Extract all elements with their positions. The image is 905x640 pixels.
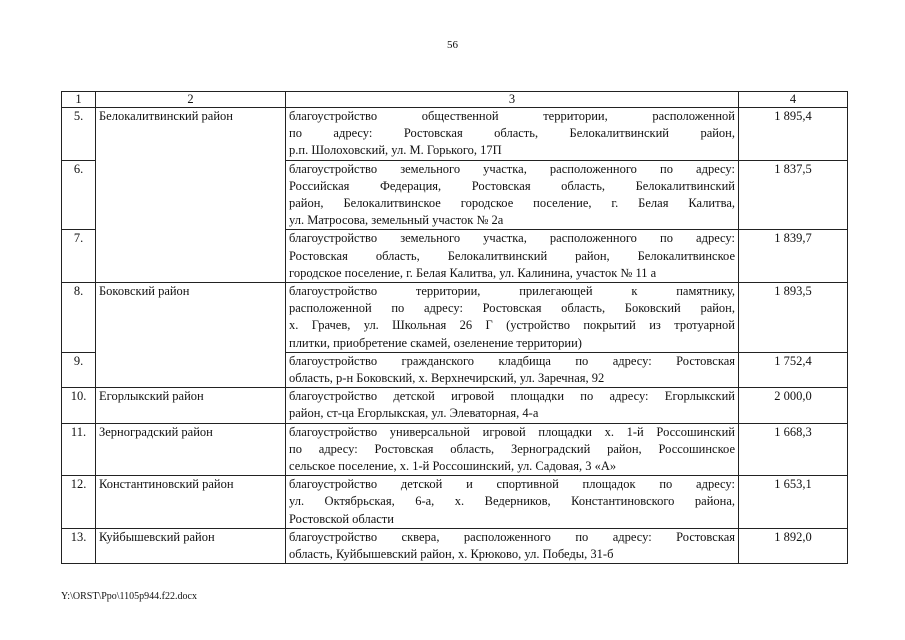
budget-table [61,91,848,564]
description-line: ул. Матросова, земельный участок № 2а [289,213,504,228]
description-line: х. Грачев, ул. Школьная 26 Г (устройство покрытий из тротуарной [289,318,735,333]
project-description [286,108,739,161]
row-number: 13. [62,528,96,563]
project-description [286,352,739,387]
description-line: благоустройство универсальной игровой площадки х. 1-й Россошинский [289,424,735,439]
row-number: 9. [62,352,96,387]
row-number: 6. [62,160,96,230]
district-name: Белокалитвинский район [96,108,286,283]
district-name: Константиновский район [96,476,286,529]
amount: 1 839,7 [739,230,848,283]
description-line: расположенной по адресу: Ростовская область, Боковский район, [289,301,735,316]
description-line: благоустройство территории, прилегающей к памятнику, [289,284,735,299]
amount: 1 668,3 [739,423,848,476]
project-description [286,528,739,563]
description-line: Российская Федерация, Ростовская область, Белокалитвинский [289,178,735,193]
description-line: благоустройство сквера, расположенного по адресу: Ростовская [289,529,735,544]
header-cell-2: 2 [96,92,286,108]
project-description [286,283,739,353]
row-number: 7. [62,230,96,283]
amount: 2 000,0 [739,388,848,423]
description-line: благоустройство земельного участка, расположенного по адресу: [289,231,735,246]
description-line: область, р-н Боковский, х. Верхнечирский, ул. Заречная, 92 [289,371,605,386]
table-row [62,283,848,353]
header-row [62,92,848,108]
row-number: 8. [62,283,96,353]
amount: 1 653,1 [739,476,848,529]
description-line: область, Куйбышевский район, х. Крюково, ул. Победы, 31-б [289,547,614,562]
table-row [62,388,848,423]
amount: 1 837,5 [739,160,848,230]
description-line: благоустройство детской и спортивной площадок по адресу: [289,477,735,492]
project-description [286,423,739,476]
page-number: 56 [447,39,458,51]
row-number: 11. [62,423,96,476]
header-cell-1: 1 [62,92,96,108]
table-row [62,528,848,563]
table-row [62,423,848,476]
district-name: Егорлыкский район [96,388,286,423]
row-number: 12. [62,476,96,529]
description-line: Ростовской области [289,511,394,526]
description-line: Ростовская область, Белокалитвинский район, Белокалитвинское [289,248,735,263]
description-line: по адресу: Ростовская область, Зерноградский район, Россошинское [289,441,735,456]
table-row [62,476,848,529]
district-name: Зерноградский район [96,423,286,476]
description-line: район, ст-ца Егорлыкская, ул. Элеваторная, 4-а [289,406,539,421]
header-cell-4: 4 [739,92,848,108]
description-line: городское поселение, г. Белая Калитва, ул. Калинина, участок № 11 а [289,265,657,280]
description-line: плитки, приобретение скамей, озеленение территории) [289,335,582,350]
project-description [286,388,739,423]
description-line: благоустройство общественной территории, расположенной [289,109,735,123]
amount: 1 752,4 [739,352,848,387]
district-name: Боковский район [96,283,286,388]
description-line: благоустройство детской игровой площадки по адресу: Егорлыкский [289,389,735,404]
description-line: р.п. Шолоховский, ул. М. Горького, 17П [289,143,502,158]
project-description [286,476,739,529]
file-path-footer: Y:\ORST\Ppo\1105p944.f22.docx [61,591,197,602]
description-line: район, Белокалитвинское городское поселение, г. Белая Калитва, [289,196,735,211]
amount: 1 892,0 [739,528,848,563]
project-description [286,160,739,230]
row-number: 10. [62,388,96,423]
district-name: Куйбышевский район [96,528,286,563]
description-line: благоустройство гражданского кладбища по адресу: Ростовская [289,353,735,368]
amount: 1 893,5 [739,283,848,353]
description-line: благоустройство земельного участка, расположенного по адресу: [289,161,735,176]
header-cell-3: 3 [286,92,739,108]
table-row [62,108,848,161]
project-description [286,230,739,283]
row-number: 5. [62,108,96,161]
description-line: по адресу: Ростовская область, Белокалитвинский район, [289,126,735,141]
description-line: ул. Октябрьская, 6-а, х. Ведерников, Константиновского района, [289,494,735,509]
description-line: сельское поселение, х. 1-й Россошинский, ул. Садовая, 3 «А» [289,459,617,474]
amount: 1 895,4 [739,108,848,161]
